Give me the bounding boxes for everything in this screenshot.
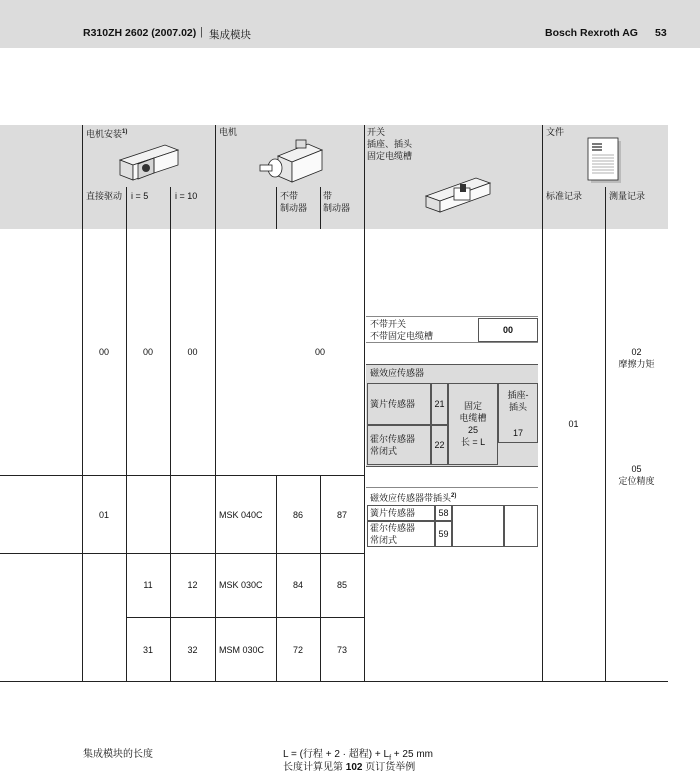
- table-bottom-line: [0, 681, 668, 682]
- standard-record-header: 标准记录: [546, 191, 583, 201]
- header-separator: |: [200, 26, 203, 38]
- switch-module-illustration: [420, 170, 500, 215]
- magnetic-plug-title: 磁效应传感器带插头$^{2)}$: [370, 493, 457, 503]
- switch-none-bottom-line: [366, 342, 538, 343]
- row1-motor-value: 00: [314, 347, 325, 357]
- table-vline-6a: [320, 187, 321, 229]
- hall-sensor-code: 22: [434, 440, 445, 450]
- table-vline-5a: [276, 187, 277, 229]
- document-code: R310ZH 2602 (2007.02): [83, 27, 197, 39]
- page-number: 53: [655, 27, 667, 39]
- row4-motor-model: MSM 030C: [219, 645, 265, 655]
- table-vline-1: [82, 125, 83, 682]
- positioning-accuracy-label: 定位精度: [618, 476, 655, 486]
- direct-drive-header: 直接驱动: [86, 191, 123, 201]
- switch-none-code: 00: [502, 325, 513, 335]
- hall-sensor-cell: [367, 425, 431, 465]
- table-hline-row4: [126, 617, 364, 618]
- table-vline-7: [364, 125, 365, 682]
- standard-record-value: 01: [568, 419, 579, 429]
- page-header-bar: [0, 0, 700, 48]
- fixed-cable-duct-code: 25: [467, 425, 478, 435]
- friction-torque-label: 摩擦力矩: [618, 359, 655, 369]
- switch-title-line1: 开关: [367, 127, 386, 137]
- table-vline-2: [126, 187, 127, 682]
- length-formula: L = (行程 + 2 · 超程) + $L_f + 25$ mm: [283, 749, 433, 762]
- socket-plug-line2: 插头: [508, 402, 527, 412]
- row2-brake-value: 87: [336, 510, 347, 520]
- document-icon: [586, 136, 624, 186]
- row4-i10-value: 32: [187, 645, 198, 655]
- friction-torque-code: 02: [631, 347, 642, 357]
- row1-direct-value: 00: [98, 347, 109, 357]
- section-title: 集成模块: [209, 29, 251, 41]
- row3-brake-value: 85: [336, 580, 347, 590]
- positioning-accuracy-code: 05: [631, 464, 642, 474]
- table-vline-8: [542, 125, 543, 682]
- magnetic-sensor-title: 磁效应传感器: [370, 368, 425, 378]
- table-vline-9: [605, 187, 606, 682]
- gear-motor-mount-illustration: [110, 140, 185, 190]
- plug-empty-cell-1: [452, 505, 504, 547]
- plug-empty-cell-2: [504, 505, 538, 547]
- no-brake-header-line1: 不带: [280, 191, 299, 201]
- row4-brake-value: 73: [336, 645, 347, 655]
- plug-reed-label: 簧片传感器: [370, 508, 416, 518]
- row2-no-brake-value: 86: [292, 510, 303, 520]
- plug-hall-label-line1: 霍尔传感器: [370, 523, 416, 533]
- plug-reed-code: 58: [438, 508, 449, 518]
- hall-sensor-label-line2: 常闭式: [370, 446, 398, 456]
- fixed-cable-duct-line1: 固定: [463, 401, 482, 411]
- row3-motor-model: MSK 030C: [219, 580, 263, 590]
- socket-plug-code: 17: [512, 428, 523, 438]
- table-hline-row2: [0, 475, 364, 476]
- brake-header-line2: 制动器: [323, 203, 351, 213]
- switch-none-top-line: [366, 316, 538, 317]
- table-vline-3: [170, 187, 171, 682]
- switch-none-line2: 不带固定电缆槽: [370, 331, 434, 341]
- row3-no-brake-value: 84: [292, 580, 303, 590]
- row4-i5-value: 31: [142, 645, 153, 655]
- ratio-10-header: i = 10: [175, 191, 198, 201]
- row3-i10-value: 12: [187, 580, 198, 590]
- switch-none-line1: 不带开关: [370, 319, 407, 329]
- table-vline-4: [215, 125, 216, 682]
- fixed-cable-duct-length: 长 = L: [460, 437, 486, 447]
- hall-sensor-label-line1: 霍尔传感器: [370, 434, 416, 444]
- switch-title-line2: 插座、插头: [367, 139, 413, 149]
- row3-i5-value: 11: [143, 580, 153, 590]
- socket-plug-line1: 插座-: [507, 390, 529, 400]
- row1-i5-value: 00: [142, 347, 153, 357]
- motor-mount-title: 电机安装$^{1)}$: [86, 129, 128, 139]
- table-hline-row3: [0, 553, 364, 554]
- module-length-label: 集成模块的长度: [83, 749, 153, 760]
- plug-hall-label-line2: 常闭式: [370, 535, 398, 545]
- reed-sensor-label: 簧片传感器: [370, 399, 416, 409]
- row2-motor-model: MSK 040C: [219, 510, 263, 520]
- fixed-cable-duct-line2: 电缆槽: [459, 413, 487, 423]
- magnetic-plug-top-line: [366, 487, 538, 488]
- servo-motor-illustration: [258, 138, 328, 188]
- reed-sensor-code: 21: [434, 399, 445, 409]
- length-calculation-note: 长度计算见第 102 页订货举例: [283, 762, 416, 773]
- brake-header-line1: 带: [323, 191, 333, 201]
- row1-i10-value: 00: [187, 347, 198, 357]
- ratio-5-header: i = 5: [131, 191, 149, 201]
- plug-hall-code: 59: [438, 529, 449, 539]
- switch-title-line3: 固定电缆槽: [367, 151, 413, 161]
- documents-title: 文件: [546, 127, 565, 137]
- no-brake-header-line2: 制动器: [280, 203, 308, 213]
- motor-title: 电机: [219, 127, 238, 137]
- company-name: Bosch Rexroth AG: [545, 27, 638, 39]
- row4-no-brake-value: 72: [292, 645, 303, 655]
- row2-direct-value: 01: [98, 510, 109, 520]
- fixed-cable-duct-cell: [448, 383, 498, 465]
- measurement-record-header: 测量记录: [609, 191, 646, 201]
